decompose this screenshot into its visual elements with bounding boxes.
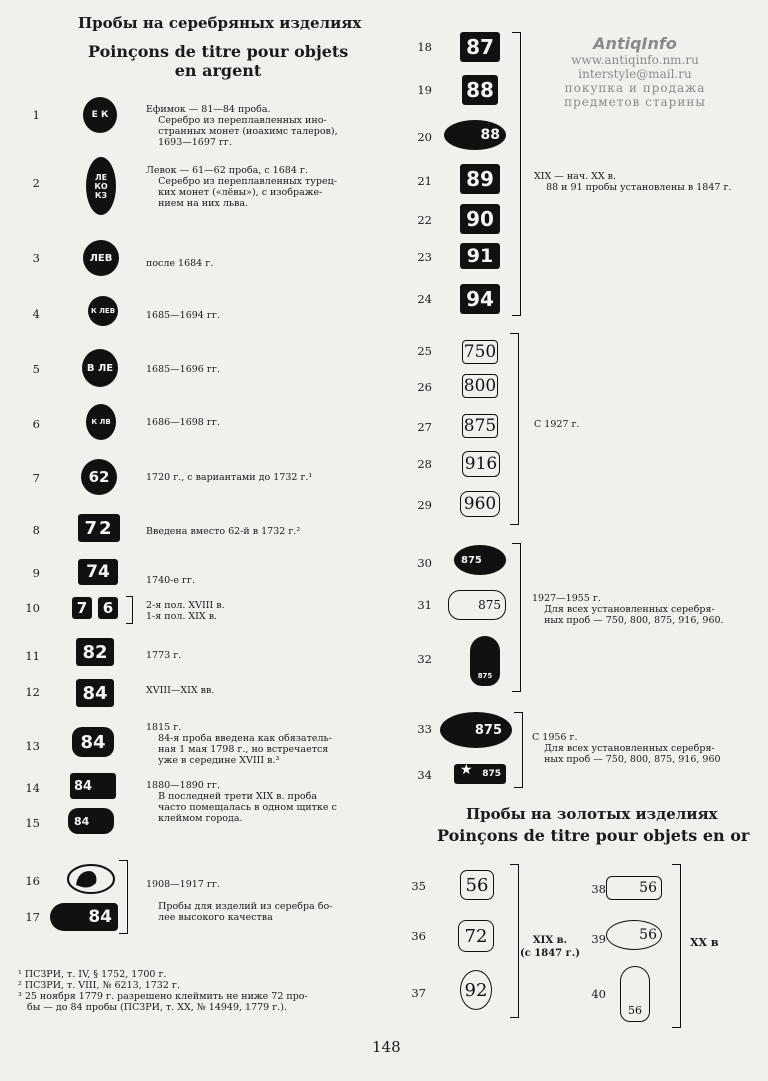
group-35-37-desc: XIX в. (с 1847 г.)	[520, 935, 580, 959]
mark-3: ЛЕВ	[83, 240, 119, 276]
row-desc-2: Левок — 61—62 проба, с 1684 г. Серебро из переплавленных турец- ких монет («лёвы»), с изображе- нием на них льва.	[146, 165, 337, 209]
footnote-3: ³ 25 ноября 1779 г. разрешено клеймить не ниже 72 про- бы — до 84 пробы (ПСЗРИ, т. XX, № 14949, 1779 г.).	[18, 991, 308, 1013]
bracket-33-34	[514, 712, 523, 788]
gold-title-fr: Poinçons de titre pour objets en or	[437, 826, 750, 845]
right-number-34: 34	[417, 768, 432, 782]
row-desc-5: 1685—1696 гг.	[146, 364, 220, 375]
right-number-30: 30	[417, 556, 432, 570]
bracket-38-40	[672, 864, 681, 1028]
silver-title-fr: Poinçons de titre pour objets en argent	[88, 42, 349, 80]
mark-32: 875	[470, 636, 500, 686]
mark-27: 875	[463, 416, 497, 436]
group-38-40-desc: XX в	[690, 936, 719, 949]
mark-2: ЛЕ КО КЗ	[86, 157, 116, 215]
row-desc-4: 1685—1694 гг.	[146, 310, 220, 321]
mark-36: 72	[458, 920, 494, 952]
row-desc-14: 1880—1890 гг. В последней трети XIX в. проба часто помещалась в одном щитке с клеймом города.	[146, 780, 337, 824]
mark-35: 56	[460, 870, 494, 900]
watermark-url: www.antiqinfo.nm.ru	[571, 53, 699, 67]
row-number-17: 17	[25, 910, 40, 924]
right-number-24: 24	[417, 292, 432, 306]
group-33-34-desc: С 1956 г. Для всех установленных серебря- ных проб — 750, 800, 875, 916, 960	[532, 732, 721, 765]
row-number-9: 9	[32, 566, 40, 580]
mark-12: 84	[76, 679, 114, 707]
mark-13: 84	[72, 727, 114, 757]
row-desc-1: Ефимок — 81—84 проба. Серебро из переплавленных ино- странных монет (иоахимс талеров), 1693—1697 гг.	[146, 104, 338, 148]
watermark-line2: предметов старины	[564, 95, 706, 109]
mark-5: В ЛЕ	[82, 349, 118, 387]
right-number-21: 21	[417, 174, 432, 188]
right-number-38: 38	[591, 882, 606, 896]
row-desc-3: после 1684 г.	[146, 258, 214, 269]
mark-37: 92	[460, 970, 492, 1010]
right-number-25: 25	[417, 344, 432, 358]
row-desc-10: 2-я пол. XVIII в. 1-я пол. XIX в.	[146, 600, 225, 622]
row-number-10: 10	[25, 601, 40, 615]
right-number-37: 37	[411, 986, 426, 1000]
right-number-36: 36	[411, 929, 426, 943]
row-number-3: 3	[32, 251, 40, 265]
group-18-24-desc: XIX — нач. XX в. 88 и 91 пробы установлены в 1847 г.	[534, 171, 732, 193]
bracket-35-37	[510, 864, 519, 1018]
right-number-23: 23	[417, 250, 432, 264]
mark-18: 87	[460, 32, 500, 62]
mark-17: 84	[50, 903, 118, 931]
right-number-20: 20	[417, 130, 432, 144]
right-number-28: 28	[417, 457, 432, 471]
right-number-22: 22	[417, 213, 432, 227]
footnote-2: ² ПСЗРИ, т. VIII, № 6213, 1732 г.	[18, 980, 180, 991]
bracket-10	[126, 596, 133, 624]
mark-25: 750	[463, 342, 497, 362]
bracket-30-32	[512, 543, 521, 692]
right-number-18: 18	[417, 40, 432, 54]
right-number-39: 39	[591, 932, 606, 946]
watermark-email: interstyle@mail.ru	[578, 67, 692, 81]
bracket-18-24	[512, 32, 521, 316]
row-number-16: 16	[25, 874, 40, 888]
row-desc-12: XVIII—XIX вв.	[146, 685, 215, 696]
mark-14: 84	[70, 773, 116, 799]
bracket-16-17	[119, 860, 128, 934]
mark-28: 916	[462, 451, 500, 477]
watermark-brand: AntiqInfo	[593, 34, 677, 53]
row-desc-8: Введена вместо 62-й в 1732 г.²	[146, 526, 301, 537]
row-number-5: 5	[32, 362, 40, 376]
mark-10b: 6	[98, 597, 118, 619]
row-number-14: 14	[25, 781, 40, 795]
star-icon: ★	[460, 762, 473, 778]
mark-29: 960	[460, 491, 500, 517]
mark-8: 72	[78, 514, 120, 542]
mark-24: 94	[460, 284, 500, 314]
mark-10a: 7	[72, 597, 92, 619]
mark-16-head-icon	[66, 863, 116, 895]
row-number-15: 15	[25, 816, 40, 830]
group-25-29-desc: С 1927 г.	[534, 419, 580, 430]
row-number-11: 11	[25, 649, 40, 663]
mark-15: 84	[68, 808, 114, 834]
footnote-1: ¹ ПСЗРИ, т. IV, § 1752, 1700 г.	[18, 969, 167, 980]
row-number-7: 7	[32, 471, 40, 485]
right-number-26: 26	[417, 380, 432, 394]
mark-1: Е К	[83, 97, 117, 133]
group-30-32-desc: 1927—1955 г. Для всех установленных серебря- ных проб — 750, 800, 875, 916, 960.	[532, 593, 724, 626]
row-desc-7: 1720 г., с вариантами до 1732 г.¹	[146, 472, 313, 483]
row-number-8: 8	[32, 523, 40, 537]
mark-40: 56	[620, 966, 650, 1022]
mark-38: 56	[606, 876, 662, 900]
mark-6: К ЛВ	[86, 404, 116, 440]
mark-26: 800	[463, 376, 497, 396]
right-number-35: 35	[411, 879, 426, 893]
mark-30: 875	[454, 545, 506, 575]
row-desc-16: 1908—1917 гг. Пробы для изделий из серебра бо- лее высокого качества	[146, 879, 333, 923]
row-desc-13: 1815 г. 84-я проба введена как обязатель- ная 1 мая 1798 г., но встречается уже в середине XVIII в.³	[146, 722, 332, 766]
mark-33: 875	[440, 712, 512, 748]
row-number-12: 12	[25, 685, 40, 699]
right-number-33: 33	[417, 722, 432, 736]
row-number-6: 6	[32, 417, 40, 431]
mark-34: 875	[454, 764, 506, 784]
right-number-31: 31	[417, 598, 432, 612]
page-number: 148	[372, 1038, 401, 1056]
row-number-4: 4	[32, 307, 40, 321]
mark-23: 91	[460, 243, 500, 269]
row-number-13: 13	[25, 739, 40, 753]
mark-22: 90	[460, 204, 500, 234]
mark-21: 89	[460, 164, 500, 194]
row-desc-11: 1773 г.	[146, 650, 182, 661]
bracket-25-29	[510, 333, 519, 525]
mark-4: К ЛЕВ	[88, 296, 118, 326]
mark-31: 875	[448, 590, 506, 620]
right-number-40: 40	[591, 987, 606, 1001]
right-number-29: 29	[417, 498, 432, 512]
mark-39: 56	[606, 920, 662, 950]
watermark	[540, 34, 730, 109]
right-number-32: 32	[417, 652, 432, 666]
row-desc-6: 1686—1698 гг.	[146, 417, 220, 428]
silver-title-ru: Пробы на серебряных изделиях	[78, 14, 362, 32]
gold-title-ru: Пробы на золотых изделиях	[466, 805, 718, 823]
row-desc-9: 1740-е гг.	[146, 575, 196, 586]
footnotes	[18, 969, 308, 1013]
right-number-27: 27	[417, 420, 432, 434]
mark-9: 74	[78, 559, 118, 585]
mark-11: 82	[76, 638, 114, 666]
row-number-1: 1	[32, 108, 40, 122]
mark-7: 62	[81, 459, 117, 495]
watermark-line1: покупка и продажа	[564, 81, 706, 95]
mark-19: 88	[462, 75, 498, 105]
mark-20: 88	[444, 120, 506, 150]
row-number-2: 2	[32, 176, 40, 190]
right-number-19: 19	[417, 83, 432, 97]
